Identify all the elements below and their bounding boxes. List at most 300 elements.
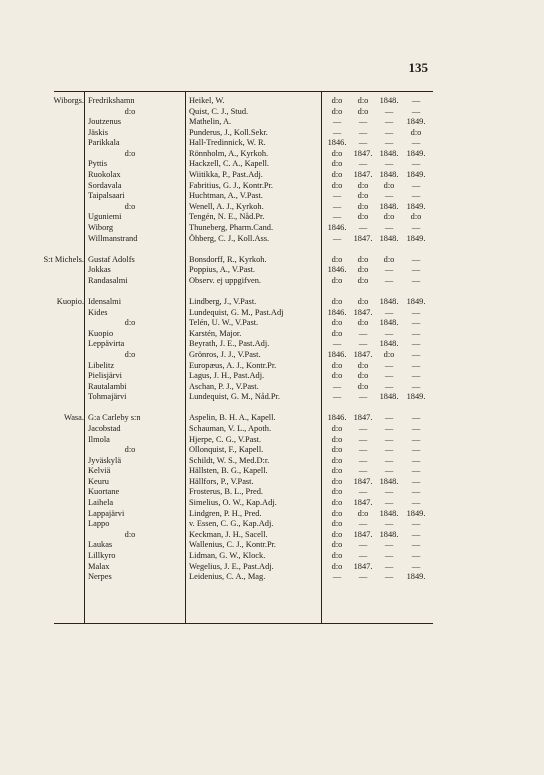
table-row [54, 149, 433, 159]
year-cell: d:o [357, 275, 369, 285]
year-cell: — [411, 487, 421, 497]
parish-cell: Taipalsaari [88, 191, 125, 201]
year-cell: d:o [331, 561, 343, 571]
year-cell: d:o [357, 254, 369, 264]
table-row [54, 107, 433, 117]
year-cell: d:o [331, 106, 343, 116]
year-cell: — [411, 96, 421, 105]
parish-cell: Nerpes [88, 572, 112, 582]
year-cell: — [358, 392, 368, 402]
observer-cell: Öhberg, C. J., Koll.Ass. [189, 233, 270, 243]
year-cell: d:o [331, 328, 343, 338]
parish-cell: d:o [124, 445, 136, 455]
observer-cell: Beyrath, J. E., Past.Adj. [189, 339, 270, 349]
table-row [54, 466, 433, 476]
observer-cell: Wegelius, J. E., Past.Adj. [189, 561, 274, 571]
year-cell: d:o [357, 381, 369, 391]
year-cell: — [384, 413, 394, 423]
year-cell: 1847. [353, 349, 373, 359]
year-cell: — [411, 466, 421, 476]
table-row [54, 445, 433, 455]
year-cell: 1849. [406, 148, 426, 158]
year-cell: — [411, 349, 421, 359]
year-cell: — [384, 117, 394, 127]
parish-cell: G:a Carleby s:n [88, 413, 141, 423]
observer-cell: Bonsdorff, R., Kyrkoh. [189, 254, 267, 264]
observer-cell: Schauman, V. L., Apoth. [189, 423, 272, 433]
year-cell: — [384, 519, 394, 529]
year-cell: — [384, 466, 394, 476]
year-cell: 1849. [406, 508, 426, 518]
year-cell: d:o [357, 96, 369, 105]
year-cell: — [411, 180, 421, 190]
year-cell: — [358, 572, 368, 582]
table-row [54, 265, 433, 275]
table-row [54, 435, 433, 445]
year-cell: 1849. [406, 117, 426, 127]
year-cell: 1847. [353, 413, 373, 423]
year-cell: — [411, 540, 421, 550]
year-cell: d:o [410, 212, 422, 222]
parish-cell: d:o [124, 201, 136, 211]
observer-cell: Hällsten, B. G., Kapell. [189, 466, 268, 476]
table-row [54, 540, 433, 550]
year-cell: 1848. [379, 148, 399, 158]
year-cell: — [358, 328, 368, 338]
year-cell: — [358, 466, 368, 476]
year-cell: — [411, 254, 421, 264]
observer-cell: Huchtman, A., V.Past. [189, 191, 263, 201]
parish-cell: Gustaf Adolfs [88, 254, 135, 264]
table-row [54, 350, 433, 360]
year-cell: 1846. [327, 265, 347, 275]
year-cell: — [411, 191, 421, 201]
year-cell: d:o [357, 360, 369, 370]
parish-cell: Kuopio [88, 328, 114, 338]
year-cell: d:o [357, 180, 369, 190]
year-cell: d:o [331, 423, 343, 433]
parish-cell: Randasalmi [88, 275, 128, 285]
year-cell: — [384, 550, 394, 560]
year-cell: — [384, 360, 394, 370]
year-cell: d:o [383, 212, 395, 222]
observer-register-table [43, 91, 433, 624]
year-cell: d:o [331, 550, 343, 560]
year-cell: 1848. [379, 476, 399, 486]
observer-cell: Thuneberg, Pharm.Cand. [189, 222, 274, 232]
year-cell: — [411, 434, 421, 444]
observer-cell: Aspelin, B. H. A., Kapell. [189, 413, 276, 423]
year-cell: d:o [331, 519, 343, 529]
table-row [54, 487, 433, 497]
year-cell: — [384, 159, 394, 169]
year-cell: — [384, 138, 394, 148]
parish-cell: Kides [88, 307, 108, 317]
observer-cell: Tengén, N. E., Nåd.Pr. [189, 212, 265, 222]
year-cell: d:o [331, 297, 343, 307]
year-cell: d:o [331, 159, 343, 169]
year-cell: d:o [331, 170, 343, 180]
year-cell: — [358, 423, 368, 433]
table-row [54, 424, 433, 434]
year-cell: d:o [331, 254, 343, 264]
year-cell: 1846. [327, 413, 347, 423]
year-cell: — [411, 307, 421, 317]
table-row [54, 191, 433, 201]
year-cell: 1847. [353, 476, 373, 486]
year-cell: — [411, 222, 421, 232]
observer-cell: Wenell, A. J., Kyrkoh. [189, 201, 264, 211]
year-cell: — [332, 117, 342, 127]
year-cell: — [384, 328, 394, 338]
year-cell: — [358, 540, 368, 550]
year-cell: — [358, 339, 368, 349]
year-cell: 1848. [379, 392, 399, 402]
year-cell: 1847. [353, 529, 373, 539]
parish-cell: Malax [88, 561, 110, 571]
observer-cell: Ollonquist, F., Kapell. [189, 445, 264, 455]
year-cell: — [332, 381, 342, 391]
year-cell: — [411, 381, 421, 391]
year-cell: 1848. [379, 339, 399, 349]
year-cell: d:o [331, 148, 343, 158]
year-cell: d:o [331, 275, 343, 285]
year-cell: d:o [331, 498, 343, 508]
table-row [54, 562, 433, 572]
table-row [54, 339, 433, 349]
year-cell: — [384, 498, 394, 508]
year-cell: 1849. [406, 170, 426, 180]
year-cell: — [384, 540, 394, 550]
year-cell: d:o [331, 371, 343, 381]
table-row [54, 572, 433, 582]
year-cell: — [384, 572, 394, 582]
observer-cell: Karstén, Major. [189, 328, 242, 338]
table-row [54, 181, 433, 191]
parish-cell: Jokkas [88, 265, 111, 275]
year-cell: — [384, 127, 394, 137]
year-cell: — [411, 476, 421, 486]
table-row [54, 329, 433, 339]
year-cell: 1846. [327, 349, 347, 359]
year-cell: 1848. [379, 170, 399, 180]
table-row [54, 382, 433, 392]
year-cell: — [384, 455, 394, 465]
year-cell: — [411, 318, 421, 328]
year-cell: 1848. [379, 529, 399, 539]
observer-cell: Wiitikka, P., Past.Adj. [189, 170, 263, 180]
parish-cell: Jäskis [88, 127, 109, 137]
observer-cell: Hall-Tredinnick, W. R. [189, 138, 266, 148]
parish-cell: Fredrikshamn [88, 96, 135, 105]
parish-cell: Ruokolax [88, 170, 121, 180]
year-cell: — [384, 222, 394, 232]
year-cell: d:o [410, 127, 422, 137]
year-cell: — [411, 360, 421, 370]
parish-cell: Parikkala [88, 138, 120, 148]
parish-cell: Libelitz [88, 360, 115, 370]
year-cell: 1849. [406, 392, 426, 402]
observer-cell: Wallenius, C. J., Kontr.Pr. [189, 540, 277, 550]
year-cell: d:o [357, 508, 369, 518]
observer-cell: Poppius, A., V.Past. [189, 265, 256, 275]
province-label: Kuopio. [56, 297, 84, 307]
year-cell: — [384, 275, 394, 285]
table-row [54, 318, 433, 328]
year-cell: d:o [331, 529, 343, 539]
year-cell: 1846. [327, 222, 347, 232]
year-cell: 1849. [406, 201, 426, 211]
year-cell: — [411, 328, 421, 338]
observer-cell: Rönnholm, A., Kyrkoh. [189, 148, 269, 158]
year-cell: — [411, 423, 421, 433]
year-cell: — [411, 339, 421, 349]
year-cell: 1847. [353, 561, 373, 571]
year-cell: 1846. [327, 307, 347, 317]
year-cell: — [358, 519, 368, 529]
parish-cell: d:o [124, 529, 136, 539]
parish-cell: Wiborg [88, 222, 114, 232]
year-cell: 1847. [353, 148, 373, 158]
year-cell: d:o [357, 106, 369, 116]
table-row [54, 117, 433, 127]
table-row [54, 223, 433, 233]
province-label: Wiborgs. [53, 96, 84, 105]
observer-cell: Lindberg, J., V.Past. [189, 297, 257, 307]
table-row [54, 138, 433, 148]
year-cell: — [358, 117, 368, 127]
year-cell: 1848. [379, 96, 399, 105]
observer-cell: Mathelin, A. [189, 117, 232, 127]
parish-cell: Kuortane [88, 487, 120, 497]
table-row [54, 551, 433, 561]
year-cell: — [358, 127, 368, 137]
year-cell: — [384, 423, 394, 433]
year-cell: — [358, 455, 368, 465]
year-cell: d:o [331, 466, 343, 476]
year-cell: — [332, 212, 342, 222]
year-cell: — [384, 487, 394, 497]
observer-cell: Punderus, J., Koll.Sekr. [189, 127, 268, 137]
parish-cell: d:o [124, 148, 136, 158]
observer-cell: Leidenius, C. A., Mag. [189, 572, 266, 582]
parish-cell: Uguniemi [88, 212, 122, 222]
parish-cell: Laukas [88, 540, 113, 550]
observer-cell: Lindgren, P. H., Pred. [189, 508, 262, 518]
year-cell: d:o [357, 297, 369, 307]
province-label: Wasa. [63, 413, 84, 423]
table-row [54, 202, 433, 212]
year-cell: — [358, 222, 368, 232]
parish-cell: Laihela [88, 498, 114, 508]
year-cell: 1847. [353, 307, 373, 317]
year-cell: — [332, 127, 342, 137]
year-cell: — [411, 498, 421, 508]
table-row [54, 212, 433, 222]
year-cell: — [384, 371, 394, 381]
parish-cell: Leppävirta [88, 339, 125, 349]
year-cell: — [384, 445, 394, 455]
year-cell: d:o [331, 476, 343, 486]
year-cell: — [332, 572, 342, 582]
year-cell: d:o [357, 371, 369, 381]
year-cell: — [384, 191, 394, 201]
year-cell: — [411, 455, 421, 465]
year-cell: d:o [383, 349, 395, 359]
observer-cell: Fabritius, G. J., Kontr.Pr. [189, 180, 273, 190]
table-row [54, 128, 433, 138]
year-cell: — [411, 106, 421, 116]
observer-cell: Frosterus, B. L., Pred. [189, 487, 263, 497]
year-cell: 1848. [379, 297, 399, 307]
year-cell: — [358, 445, 368, 455]
observer-cell: Lundequist, G. M., Past.Adj [189, 307, 284, 317]
year-cell: — [358, 550, 368, 560]
year-cell: — [411, 265, 421, 275]
year-cell: d:o [331, 96, 343, 105]
year-cell: — [411, 529, 421, 539]
year-cell: 1849. [406, 572, 426, 582]
table-row [54, 297, 433, 307]
parish-cell: Lillkyro [88, 550, 116, 560]
year-cell: — [358, 159, 368, 169]
observer-cell: Simelius, O. W., Kap.Adj. [189, 498, 277, 508]
parish-cell: Jacobstad [88, 423, 121, 433]
year-cell: — [411, 371, 421, 381]
year-cell: d:o [331, 445, 343, 455]
year-cell: 1847. [353, 498, 373, 508]
table-row [54, 498, 433, 508]
table-row [54, 519, 433, 529]
table-row [54, 509, 433, 519]
observer-cell: Grönros, J. J., V.Past. [189, 349, 261, 359]
parish-cell: Willmanstrand [88, 233, 138, 243]
observer-cell: Heikel, W. [189, 96, 225, 105]
table-row [54, 159, 433, 169]
table-row [54, 308, 433, 318]
year-cell: 1848. [379, 318, 399, 328]
observer-cell: Hackzell, C. A., Kapell. [189, 159, 270, 169]
year-cell: — [411, 159, 421, 169]
table-row [43, 254, 433, 265]
observer-cell: Observ. ej uppgifven. [189, 275, 262, 285]
year-cell: — [384, 561, 394, 571]
year-cell: 1847. [353, 170, 373, 180]
observer-cell: Europæus, A. J., Kontr.Pr. [189, 360, 277, 370]
year-cell: 1846. [327, 138, 347, 148]
table-row [54, 276, 433, 286]
parish-cell: Kelviä [88, 466, 111, 476]
observer-cell: v. Essen, C. G., Kap.Adj. [189, 519, 274, 529]
parish-cell: Lappo [88, 519, 110, 529]
parish-cell: Sordavala [88, 180, 122, 190]
observer-cell: Hällfors, P., V.Past. [189, 476, 254, 486]
table-row [54, 96, 433, 106]
year-cell: d:o [331, 540, 343, 550]
year-cell: 1849. [406, 233, 426, 243]
parish-cell: Ilmola [88, 434, 110, 444]
table-row [54, 392, 433, 402]
year-cell: d:o [357, 265, 369, 275]
parish-cell: d:o [124, 349, 136, 359]
observer-cell: Hjerpe, C. G., V.Past. [189, 434, 262, 444]
parish-cell: Tohmajärvi [88, 392, 127, 402]
table-row [54, 477, 433, 487]
year-cell: d:o [331, 180, 343, 190]
year-cell: — [332, 233, 342, 243]
parish-cell: Lappajärvi [88, 508, 125, 518]
observer-cell: Keckman, J. H., Sacell. [189, 529, 268, 539]
year-cell: d:o [383, 180, 395, 190]
observer-cell: Quist, C. J., Stud. [189, 106, 249, 116]
year-cell: d:o [357, 191, 369, 201]
year-cell: d:o [331, 508, 343, 518]
year-cell: 1848. [379, 508, 399, 518]
table-row [54, 371, 433, 381]
parish-cell: d:o [124, 318, 136, 328]
province-label: S:t Michels. [43, 254, 84, 264]
parish-cell: Keuru [88, 476, 109, 486]
year-cell: — [384, 434, 394, 444]
table-row [54, 170, 433, 180]
year-cell: d:o [331, 455, 343, 465]
year-cell: — [411, 413, 421, 423]
observer-cell: Lundequist, G. M., Nåd.Pr. [189, 392, 280, 402]
year-cell: — [332, 191, 342, 201]
table-row [54, 530, 433, 540]
year-cell: — [384, 106, 394, 116]
year-cell: — [411, 519, 421, 529]
year-cell: d:o [357, 201, 369, 211]
observer-cell: Telén, U. W., V.Past. [189, 318, 259, 328]
parish-cell: Pielisjärvi [88, 371, 122, 381]
year-cell: d:o [331, 434, 343, 444]
page-number: 135 [408, 60, 428, 75]
year-cell: — [411, 561, 421, 571]
year-cell: — [358, 487, 368, 497]
parish-cell: Joutzenus [88, 117, 122, 127]
parish-cell: Idensalmi [88, 297, 122, 307]
parish-cell: Jyväskylä [88, 455, 122, 465]
year-cell: — [384, 381, 394, 391]
year-cell: d:o [331, 318, 343, 328]
year-cell: — [384, 265, 394, 275]
parish-cell: Pyttis [88, 159, 108, 169]
year-cell: — [332, 201, 342, 211]
parish-cell: d:o [124, 106, 136, 116]
year-cell: — [411, 550, 421, 560]
table-row [54, 456, 433, 466]
year-cell: d:o [383, 254, 395, 264]
table-row [54, 413, 433, 423]
year-cell: — [332, 392, 342, 402]
observer-cell: Schildt, W. S., Med.D:r. [189, 455, 270, 465]
year-cell: — [358, 434, 368, 444]
observer-cell: Lagus, J. H., Past.Adj. [189, 371, 265, 381]
year-cell: — [358, 138, 368, 148]
year-cell: 1848. [379, 233, 399, 243]
year-cell: — [411, 138, 421, 148]
year-cell: — [411, 445, 421, 455]
year-cell: 1849. [406, 297, 426, 307]
year-cell: d:o [331, 360, 343, 370]
table-row [54, 234, 433, 244]
parish-cell: Rautalambi [88, 381, 127, 391]
year-cell: — [384, 307, 394, 317]
year-cell: 1847. [353, 233, 373, 243]
year-cell: — [332, 339, 342, 349]
year-cell: d:o [357, 212, 369, 222]
